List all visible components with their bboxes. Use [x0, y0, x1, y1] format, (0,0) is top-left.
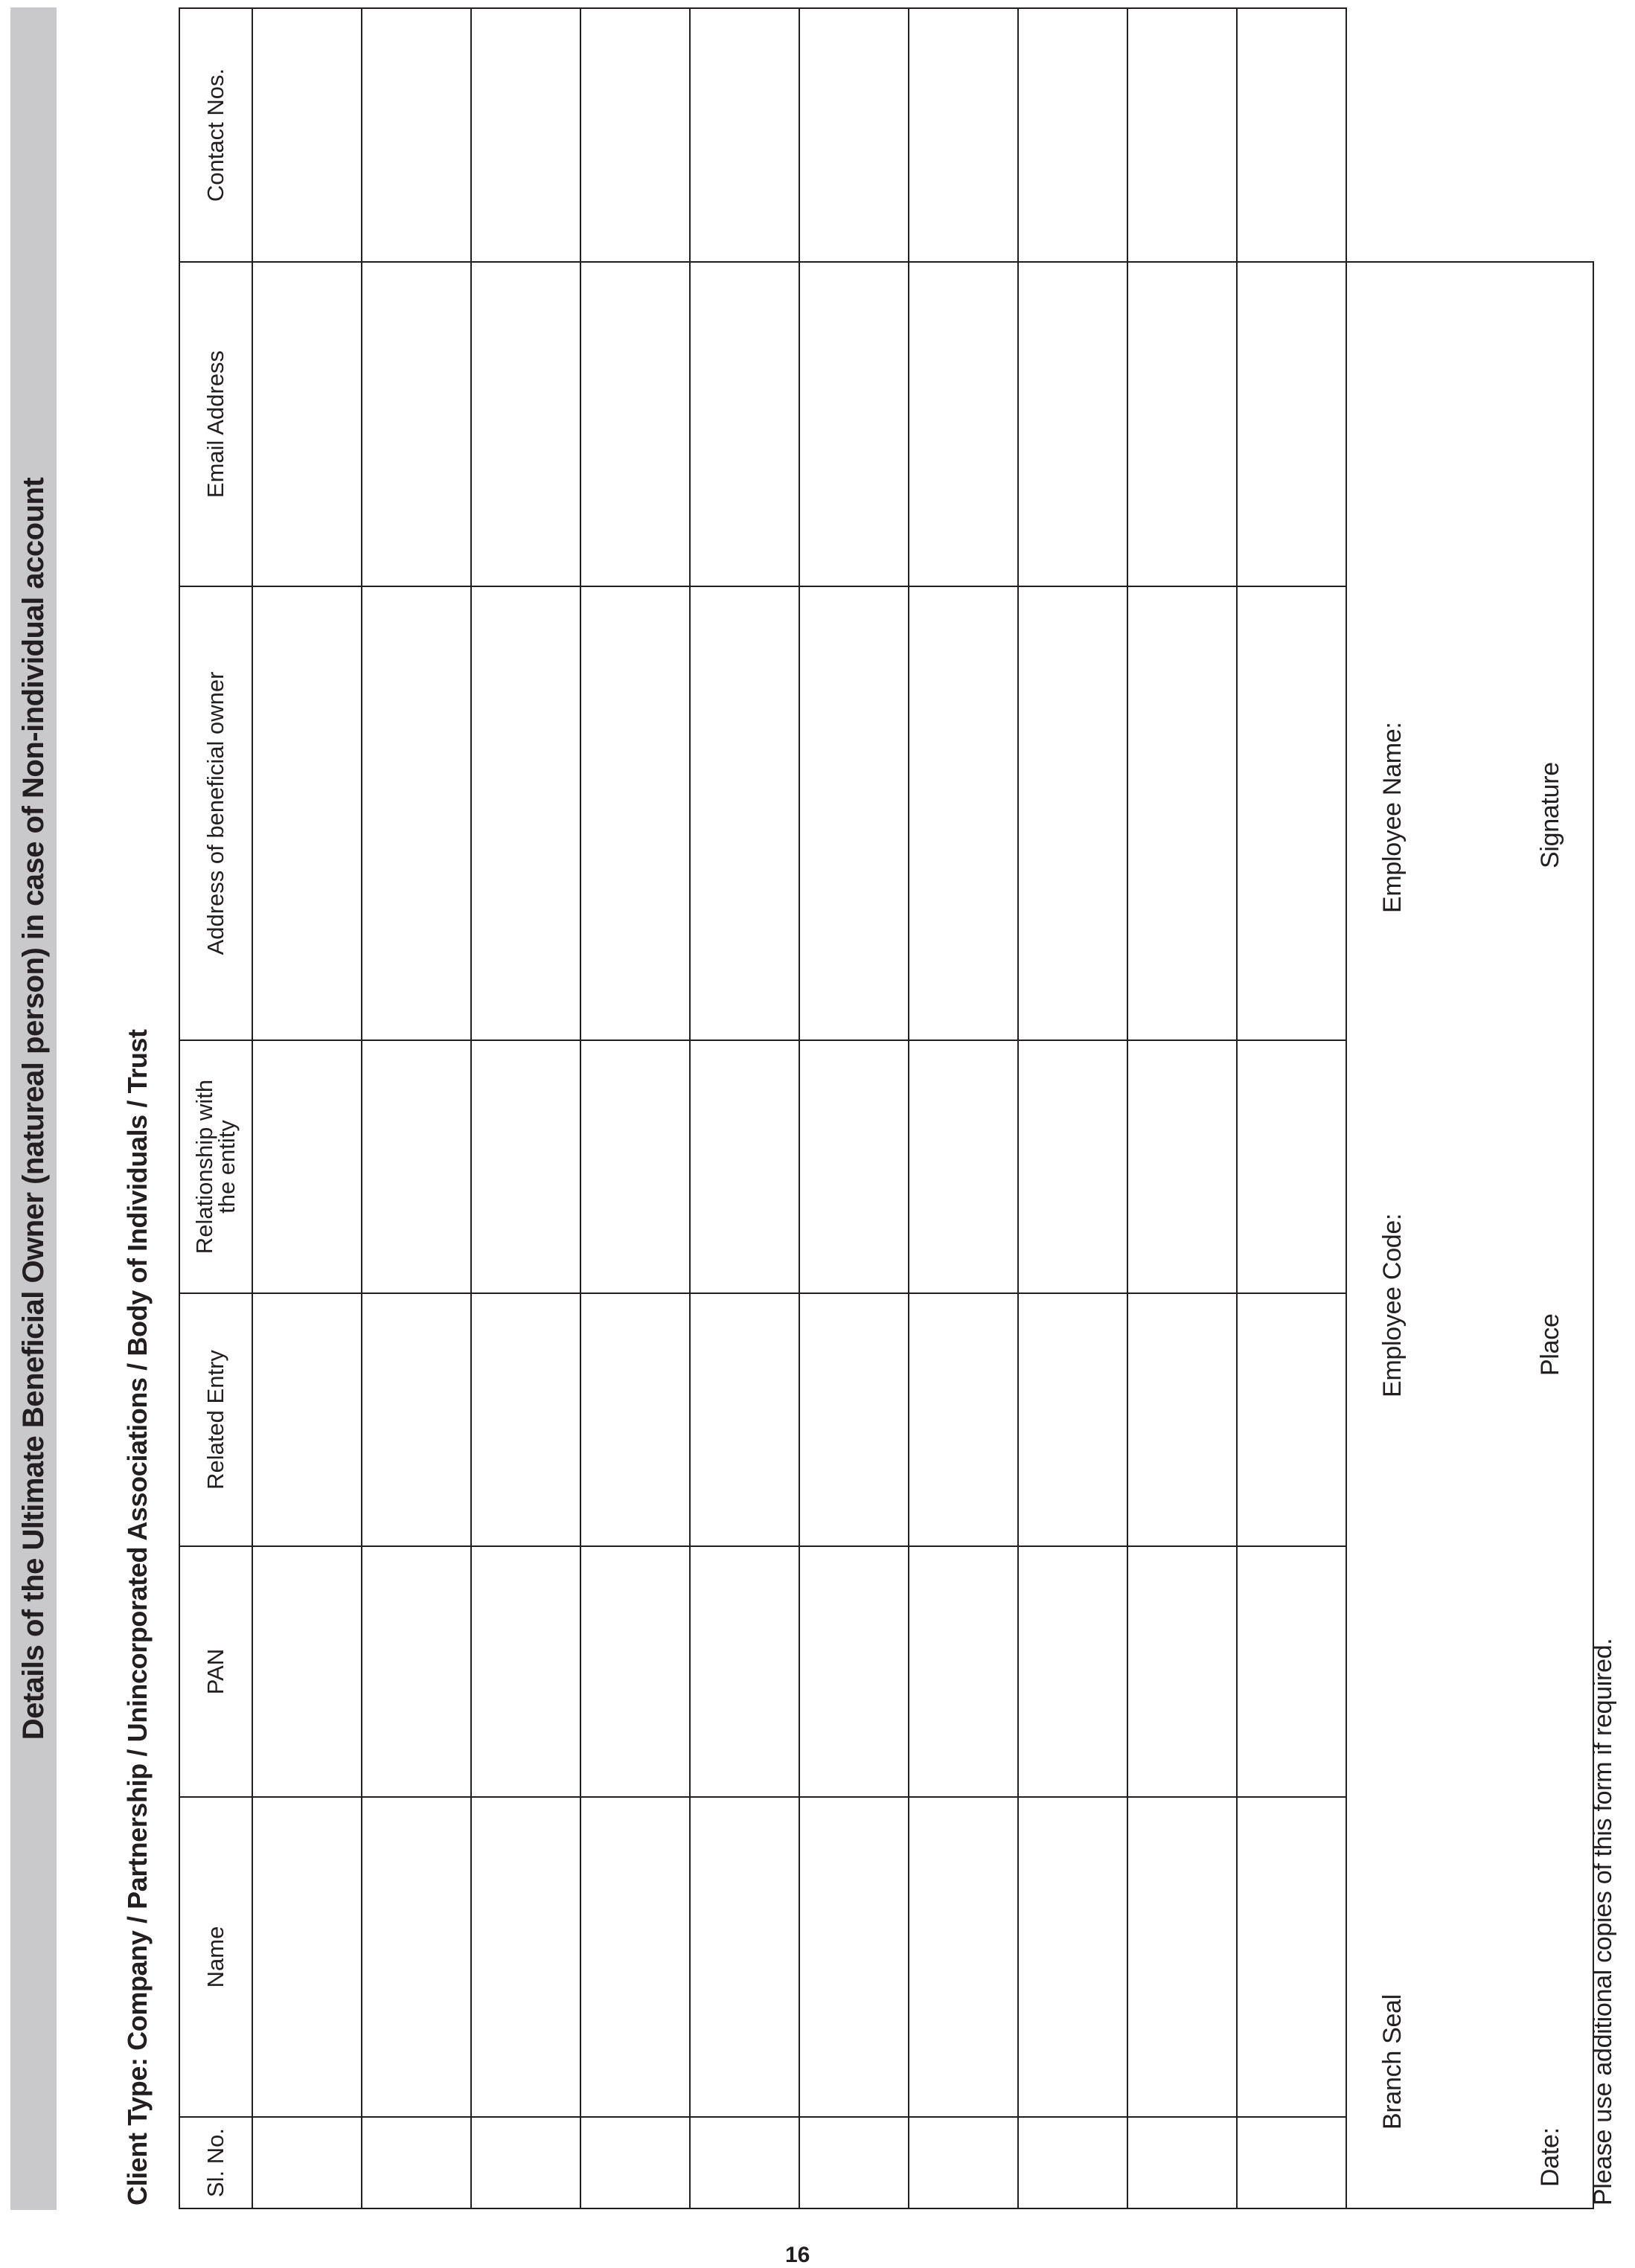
cell-relationship[interactable]	[909, 1040, 1018, 1293]
cell-address[interactable]	[471, 586, 580, 1040]
cell-pan[interactable]	[252, 1546, 362, 1797]
cell-name[interactable]	[1237, 1797, 1346, 2117]
cell-related-entry[interactable]	[471, 1293, 580, 1546]
cell-address[interactable]	[1127, 586, 1237, 1040]
cell-address[interactable]	[362, 586, 471, 1040]
cell-related-entry[interactable]	[1237, 1293, 1346, 1546]
cell-name[interactable]	[471, 1797, 580, 2117]
cell-sl-no[interactable]	[362, 2117, 471, 2208]
cell-pan[interactable]	[1018, 1546, 1127, 1797]
cell-sl-no[interactable]	[471, 2117, 580, 2208]
cell-contact[interactable]	[252, 8, 362, 262]
cell-email[interactable]	[690, 262, 799, 586]
cell-email[interactable]	[1018, 262, 1127, 586]
cell-relationship[interactable]	[580, 1040, 690, 1293]
header-relationship: Relationship with the entity	[179, 1040, 252, 1293]
page-number: 16	[785, 2243, 810, 2267]
cell-relationship[interactable]	[799, 1040, 909, 1293]
cell-address[interactable]	[252, 586, 362, 1040]
cell-contact[interactable]	[471, 8, 580, 262]
header-address: Address of beneficial owner	[179, 586, 252, 1040]
cell-sl-no[interactable]	[909, 2117, 1018, 2208]
table-row	[1018, 8, 1127, 2208]
cell-name[interactable]	[1018, 1797, 1127, 2117]
cell-email[interactable]	[471, 262, 580, 586]
cell-sl-no[interactable]	[1018, 2117, 1127, 2208]
table-row	[362, 8, 471, 2208]
table-row	[909, 8, 1018, 2208]
additional-copies-note: Please use additional copies of this form if required.	[1589, 1638, 1617, 2205]
header-row	[179, 8, 252, 2208]
cell-address[interactable]	[690, 586, 799, 1040]
cell-name[interactable]	[909, 1797, 1018, 2117]
table-row	[690, 8, 799, 2208]
cell-relationship[interactable]	[1237, 1040, 1346, 1293]
cell-relationship[interactable]	[1018, 1040, 1127, 1293]
cell-related-entry[interactable]	[799, 1293, 909, 1546]
footer-blank-cell	[1346, 8, 1593, 262]
header-contact: Contact Nos.	[179, 8, 252, 262]
cell-sl-no[interactable]	[1237, 2117, 1346, 2208]
cell-related-entry[interactable]	[909, 1293, 1018, 1546]
header-related-entry: Related Entry	[179, 1293, 252, 1546]
cell-name[interactable]	[1127, 1797, 1237, 2117]
signature-label: Signature	[1536, 762, 1564, 868]
cell-sl-no[interactable]	[252, 2117, 362, 2208]
employee-name-label: Employee Name:	[1378, 722, 1407, 913]
cell-contact[interactable]	[580, 8, 690, 262]
cell-contact[interactable]	[909, 8, 1018, 262]
cell-contact[interactable]	[690, 8, 799, 262]
header-sl-no: Sl. No.	[179, 2117, 252, 2208]
cell-pan[interactable]	[471, 1546, 580, 1797]
title-banner	[10, 7, 57, 2210]
cell-contact[interactable]	[1018, 8, 1127, 262]
cell-relationship[interactable]	[471, 1040, 580, 1293]
cell-address[interactable]	[799, 586, 909, 1040]
cell-address[interactable]	[1237, 586, 1346, 1040]
cell-email[interactable]	[580, 262, 690, 586]
cell-email[interactable]	[909, 262, 1018, 586]
cell-address[interactable]	[909, 586, 1018, 1040]
cell-contact[interactable]	[1127, 8, 1237, 262]
cell-pan[interactable]	[580, 1546, 690, 1797]
cell-email[interactable]	[362, 262, 471, 586]
cell-relationship[interactable]	[690, 1040, 799, 1293]
table-row	[799, 8, 909, 2208]
table-row	[1127, 8, 1237, 2208]
cell-email[interactable]	[1127, 262, 1237, 586]
cell-related-entry[interactable]	[580, 1293, 690, 1546]
cell-sl-no[interactable]	[580, 2117, 690, 2208]
cell-sl-no[interactable]	[1127, 2117, 1237, 2208]
cell-related-entry[interactable]	[690, 1293, 799, 1546]
cell-name[interactable]	[799, 1797, 909, 2117]
cell-email[interactable]	[1237, 262, 1346, 586]
cell-name[interactable]	[362, 1797, 471, 2117]
header-email: Email Address	[179, 262, 252, 586]
table-row	[471, 8, 580, 2208]
cell-sl-no[interactable]	[690, 2117, 799, 2208]
employee-code-label: Employee Code:	[1378, 1213, 1407, 1397]
footer-row	[1346, 8, 1593, 2208]
cell-related-entry[interactable]	[1127, 1293, 1237, 1546]
table-row	[1237, 8, 1346, 2208]
cell-pan[interactable]	[799, 1546, 909, 1797]
header-name: Name	[179, 1797, 252, 2117]
place-label: Place	[1536, 1313, 1564, 1376]
page-title: Details of the Ultimate Beneficial Owner (natureal person) in case of Non-individual account	[16, 477, 50, 1740]
cell-relationship[interactable]	[362, 1040, 471, 1293]
header-pan: PAN	[179, 1546, 252, 1797]
cell-contact[interactable]	[362, 8, 471, 262]
cell-contact[interactable]	[799, 8, 909, 262]
cell-pan[interactable]	[1237, 1546, 1346, 1797]
cell-name[interactable]	[580, 1797, 690, 2117]
cell-contact[interactable]	[1237, 8, 1346, 262]
cell-email[interactable]	[799, 262, 909, 586]
cell-relationship[interactable]	[252, 1040, 362, 1293]
cell-pan[interactable]	[909, 1546, 1018, 1797]
cell-address[interactable]	[580, 586, 690, 1040]
cell-pan[interactable]	[362, 1546, 471, 1797]
cell-related-entry[interactable]	[362, 1293, 471, 1546]
branch-seal-label: Branch Seal	[1378, 1994, 1407, 2130]
cell-relationship[interactable]	[1127, 1040, 1237, 1293]
cell-address[interactable]	[1018, 586, 1127, 1040]
cell-name[interactable]	[252, 1797, 362, 2117]
cell-related-entry[interactable]	[1018, 1293, 1127, 1546]
date-label: Date:	[1536, 2127, 1564, 2187]
table-row	[580, 8, 690, 2208]
cell-name[interactable]	[690, 1797, 799, 2117]
cell-pan[interactable]	[1127, 1546, 1237, 1797]
client-type-heading: Client Type: Company / Partnership / Unincorporated Associations / Body of Individuals / Trust	[122, 1029, 153, 2205]
beneficial-owner-table	[179, 7, 1594, 2209]
cell-pan[interactable]	[690, 1546, 799, 1797]
cell-email[interactable]	[252, 262, 362, 586]
table-row	[252, 8, 362, 2208]
cell-related-entry[interactable]	[252, 1293, 362, 1546]
cell-sl-no[interactable]	[799, 2117, 909, 2208]
